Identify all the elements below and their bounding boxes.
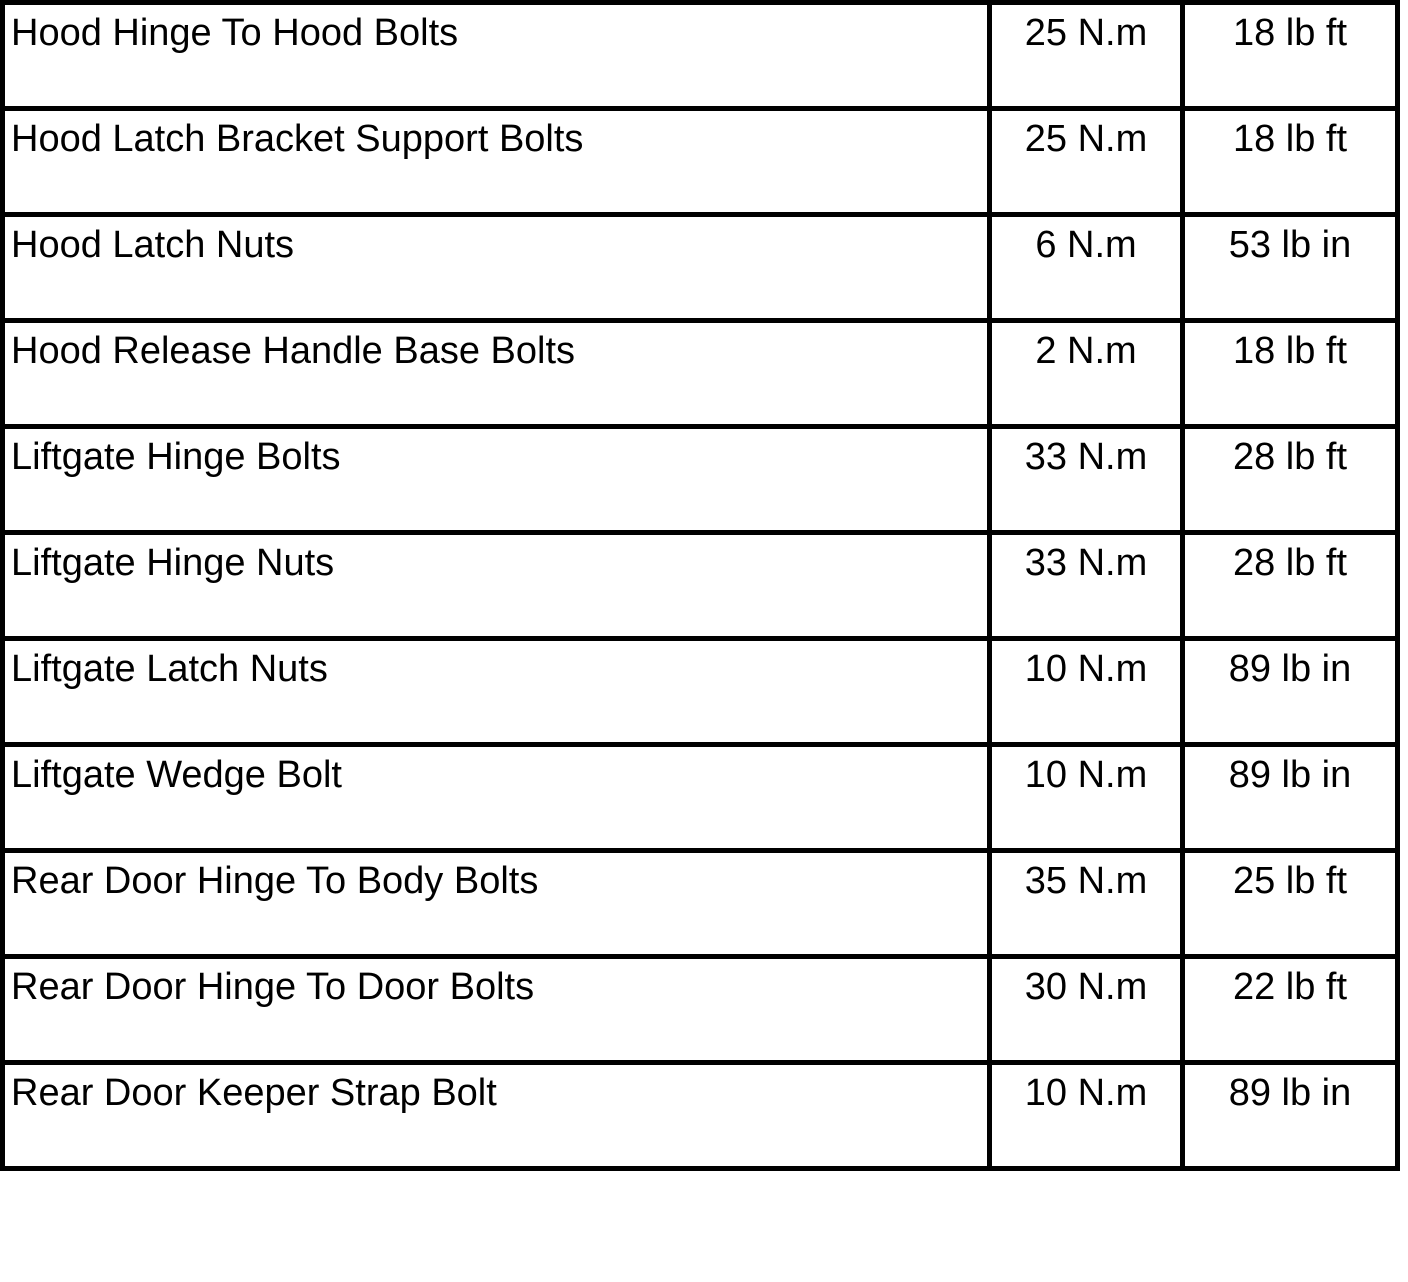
fastener-description: Hood Latch Bracket Support Bolts <box>3 109 990 215</box>
torque-imperial: 18 lb ft <box>1183 3 1398 109</box>
torque-metric: 2 N.m <box>990 321 1183 427</box>
fastener-description: Liftgate Wedge Bolt <box>3 745 990 851</box>
table-row <box>3 109 1398 215</box>
torque-imperial: 89 lb in <box>1183 745 1398 851</box>
fastener-description: Hood Hinge To Hood Bolts <box>3 3 990 109</box>
fastener-description: Rear Door Hinge To Body Bolts <box>3 851 990 957</box>
torque-imperial: 89 lb in <box>1183 1063 1398 1169</box>
torque-metric: 33 N.m <box>990 427 1183 533</box>
fastener-description: Rear Door Keeper Strap Bolt <box>3 1063 990 1169</box>
torque-imperial: 18 lb ft <box>1183 321 1398 427</box>
torque-metric: 25 N.m <box>990 3 1183 109</box>
torque-metric: 10 N.m <box>990 1063 1183 1169</box>
torque-imperial: 18 lb ft <box>1183 109 1398 215</box>
fastener-description: Rear Door Hinge To Door Bolts <box>3 957 990 1063</box>
torque-metric: 33 N.m <box>990 533 1183 639</box>
table-row <box>3 321 1398 427</box>
torque-imperial: 22 lb ft <box>1183 957 1398 1063</box>
torque-imperial: 89 lb in <box>1183 639 1398 745</box>
torque-imperial: 28 lb ft <box>1183 533 1398 639</box>
table-row <box>3 533 1398 639</box>
fastener-description: Liftgate Hinge Nuts <box>3 533 990 639</box>
table-row <box>3 3 1398 109</box>
torque-metric: 6 N.m <box>990 215 1183 321</box>
fastener-description: Hood Release Handle Base Bolts <box>3 321 990 427</box>
torque-metric: 30 N.m <box>990 957 1183 1063</box>
fastener-description: Liftgate Latch Nuts <box>3 639 990 745</box>
torque-imperial: 53 lb in <box>1183 215 1398 321</box>
table-row <box>3 427 1398 533</box>
torque-metric: 10 N.m <box>990 745 1183 851</box>
torque-metric: 25 N.m <box>990 109 1183 215</box>
table-row <box>3 1063 1398 1169</box>
torque-imperial: 28 lb ft <box>1183 427 1398 533</box>
torque-metric: 10 N.m <box>990 639 1183 745</box>
fastener-description: Hood Latch Nuts <box>3 215 990 321</box>
fastener-description: Liftgate Hinge Bolts <box>3 427 990 533</box>
table-row <box>3 957 1398 1063</box>
table-row <box>3 215 1398 321</box>
table-row <box>3 851 1398 957</box>
table-row <box>3 745 1398 851</box>
torque-imperial: 25 lb ft <box>1183 851 1398 957</box>
torque-metric: 35 N.m <box>990 851 1183 957</box>
table-row <box>3 639 1398 745</box>
